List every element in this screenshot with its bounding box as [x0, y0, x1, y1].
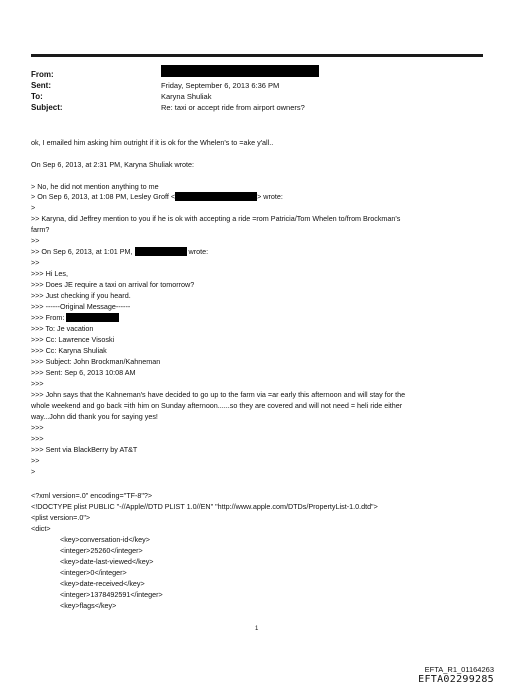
to-value: Karyna Shuliak [161, 92, 212, 101]
body-line: >>> Sent: Sep 6, 2013 10:08 AM [31, 368, 136, 377]
page-number: 1 [255, 626, 259, 632]
body-line: > No, he did not mention anything to me [31, 182, 159, 191]
body-line: >>> Does JE require a taxi on arrival for tomorrow? [31, 280, 195, 289]
email-redaction [175, 192, 257, 201]
body-line: >>> John says that the Kahneman's have decided to go up to the farm via =ar early this afternoon and will stay for the [31, 390, 406, 399]
body-line: > [31, 467, 36, 476]
plist-line: <key>date-received</key> [60, 579, 145, 588]
header-rule [31, 54, 483, 57]
body-line: >>> Subject: John Brockman/Kahneman [31, 357, 161, 366]
sender-redaction [135, 247, 187, 256]
quote-header-text: > On Sep 6, 2013, at 1:08 PM, Lesley Groff < [31, 192, 176, 201]
body-line [31, 313, 119, 322]
plist-line: <?xml version=.0" encoding="TF-8"?> [31, 491, 153, 500]
quote-header-tail: > wrote: [257, 192, 283, 201]
from-label: From: [31, 70, 54, 79]
from-redaction-inline [66, 313, 119, 322]
plist-line: <integer>1378492591</integer> [60, 590, 163, 599]
body-line: >> [31, 258, 40, 267]
plist-line: <key>flags</key> [60, 601, 117, 610]
plist-line: <integer>25260</integer> [60, 546, 143, 555]
plist-line: <plist version=.0"> [31, 513, 91, 522]
body-line: whole weekend and go back =ith him on Sunday afternoon......so they are covered and will not need = heli ride either [31, 401, 403, 410]
body-line: >>> Hi Les, [31, 269, 68, 278]
body-line: >>> Just checking if you heard. [31, 291, 131, 300]
body-line: way...John did thank you for saying yes! [31, 412, 158, 421]
body-line: >> [31, 236, 40, 245]
plist-line: <key>date-last-viewed</key> [60, 557, 154, 566]
body-line: > [31, 203, 36, 212]
to-label: To: [31, 92, 43, 101]
efta-reference-small: EFTA_R1_01164263 [424, 665, 494, 674]
body-line: >>> ------Original Message------ [31, 302, 131, 311]
from-text: >>> From: [31, 313, 65, 322]
body-line: ok, I emailed him asking him outright if it is ok for the Whelen's to =ake y'all.. [31, 138, 274, 147]
sent-value: Friday, September 6, 2013 6:36 PM [161, 81, 280, 90]
body-line: >>> Sent via BlackBerry by AT&T [31, 445, 138, 454]
plist-line: <integer>0</integer> [60, 568, 127, 577]
plist-line: <key>conversation-id</key> [60, 535, 150, 544]
body-line: On Sep 6, 2013, at 2:31 PM, Karyna Shuliak wrote: [31, 160, 195, 169]
from-redaction [161, 65, 319, 77]
subject-value: Re: taxi or accept ride from airport owners? [161, 103, 305, 112]
body-line [31, 247, 208, 256]
body-line: >>> [31, 379, 44, 388]
body-line [31, 192, 283, 201]
body-line: >>> [31, 434, 44, 443]
quote-header-tail: wrote: [188, 247, 209, 256]
plist-line: <!DOCTYPE plist PUBLIC "-//Apple//DTD PLIST 1.0//EN" "http://www.apple.com/DTDs/PropertyList-1.0.dtd"> [31, 502, 378, 511]
body-line: >> [31, 456, 40, 465]
body-line: farm? [31, 225, 50, 234]
sent-label: Sent: [31, 81, 51, 90]
body-line: >>> To: Je vacation [31, 324, 94, 333]
quote-header-text: >> On Sep 6, 2013, at 1:01 PM, [31, 247, 133, 256]
body-line: >>> Cc: Karyna Shuliak [31, 346, 107, 355]
efta-bates-number: EFTA02299285 [418, 674, 494, 685]
body-line: >>> Cc: Lawrence Visoski [31, 335, 115, 344]
body-line: >>> [31, 423, 44, 432]
subject-label: Subject: [31, 103, 63, 112]
body-line: >> Karyna, did Jeffrey mention to you if he is ok with accepting a ride =rom Patricia/Tom Whelen to/from Brockman's [31, 214, 401, 223]
plist-line: <dict> [31, 524, 51, 533]
